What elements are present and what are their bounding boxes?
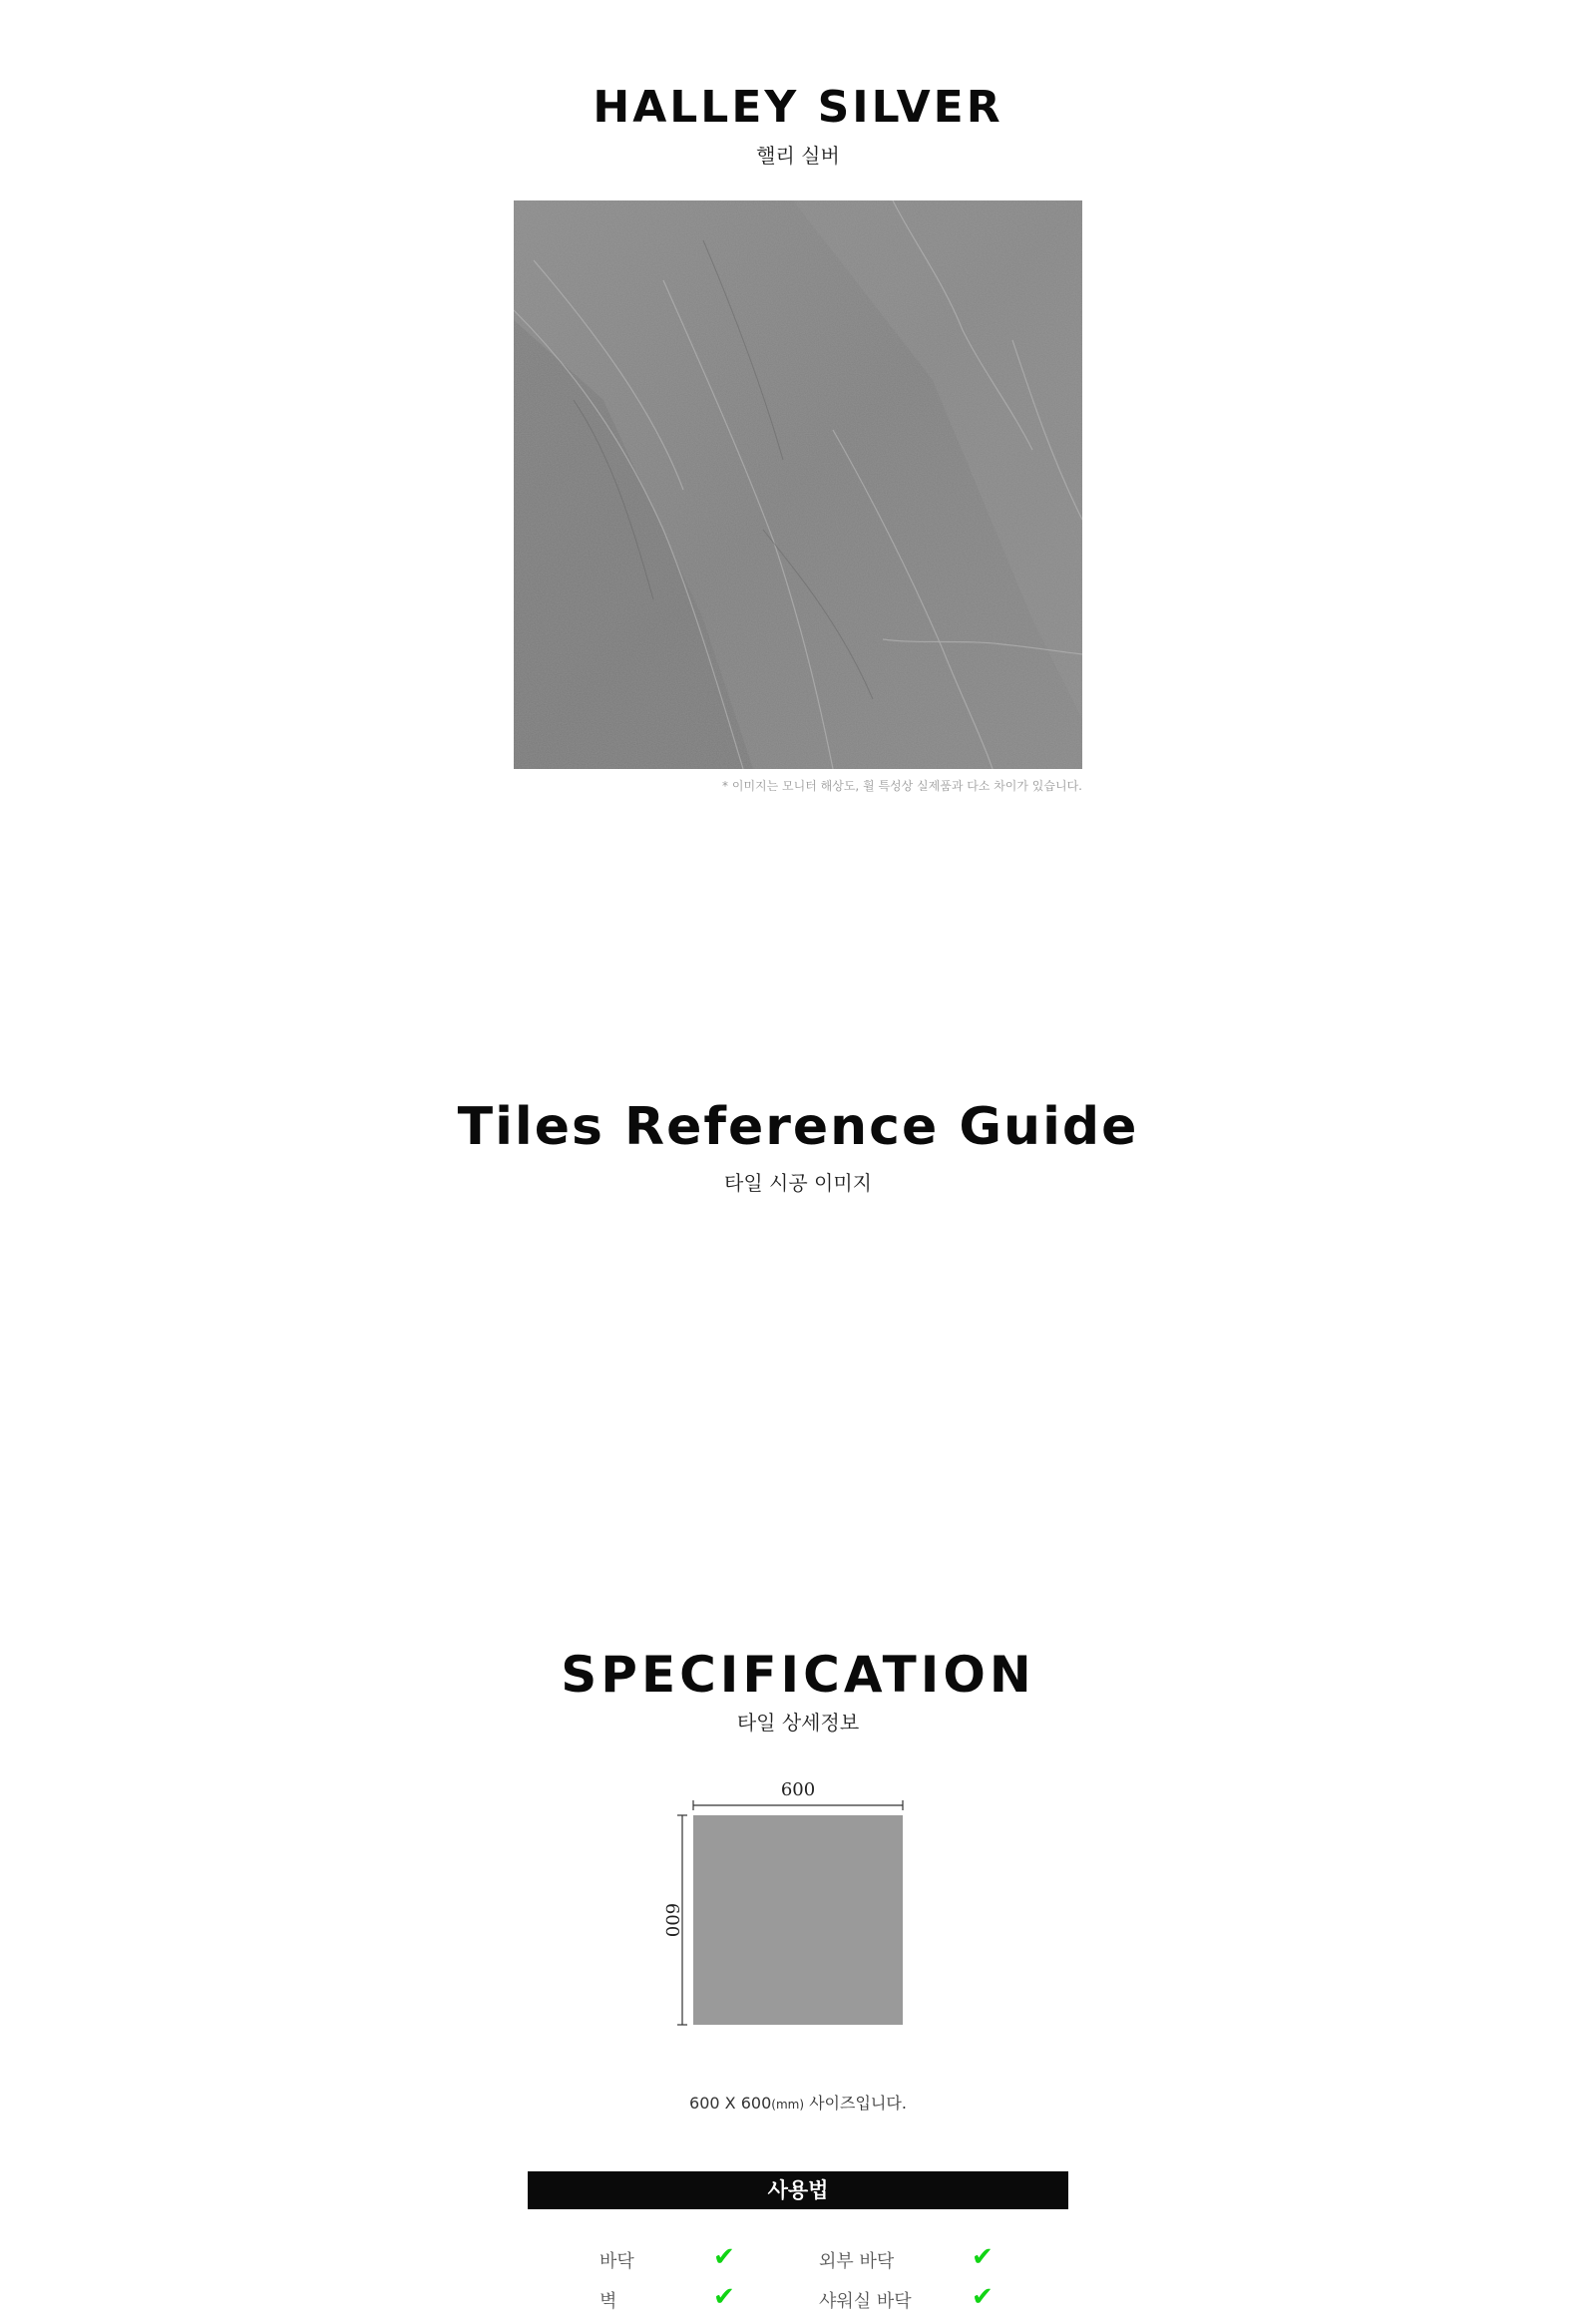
product-subtitle: 핼리 실버 [756, 144, 840, 168]
size-value: 600 X 600 [689, 2094, 772, 2113]
usage-header: 사용법 [528, 2171, 1068, 2209]
specification-subtitle: 타일 상세정보 [736, 1711, 860, 1735]
size-suffix: 사이즈입니다. [804, 2094, 907, 2113]
height-dimension-label: 600 [661, 1902, 682, 1938]
width-dimension-line [693, 1800, 903, 1810]
tile-size-diagram [638, 1767, 958, 2037]
check-icon: ✔ [972, 2282, 994, 2312]
reference-title: Tiles Reference Guide [457, 1097, 1139, 1157]
size-unit: (mm) [771, 2098, 805, 2112]
check-icon: ✔ [713, 2282, 735, 2312]
specification-title: SPECIFICATION [561, 1646, 1035, 1704]
usage-label-exterior-floor: 외부 바닥 [819, 2251, 895, 2272]
width-dimension-label: 600 [780, 1779, 816, 1800]
usage-label-wall: 벽 [599, 2291, 617, 2312]
usage-label-floor: 바닥 [599, 2251, 634, 2272]
product-title: HALLEY SILVER [593, 82, 1003, 133]
reference-subtitle: 타일 시공 이미지 [724, 1171, 872, 1195]
check-icon: ✔ [972, 2242, 994, 2272]
image-disclaimer: * 이미지는 모니터 해상도, 휠 특성상 실제품과 다소 차이가 있습니다. [722, 779, 1082, 793]
usage-label-shower-floor: 샤워실 바닥 [819, 2291, 912, 2312]
tile-swatch [693, 1815, 903, 2025]
tile-product-image [514, 200, 1082, 769]
size-caption [0, 2091, 1596, 2114]
check-icon: ✔ [713, 2242, 735, 2272]
